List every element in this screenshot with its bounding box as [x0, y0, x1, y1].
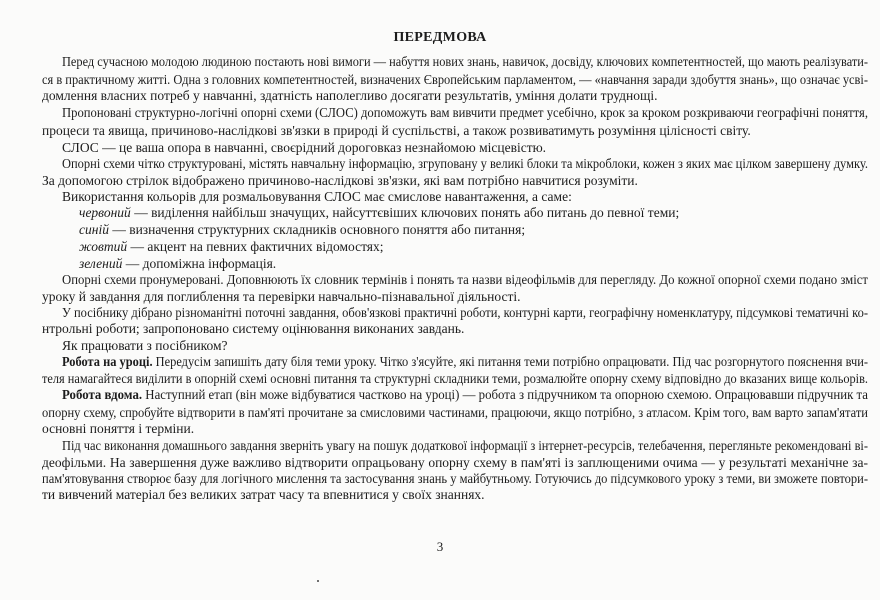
line-text: Наступний етап (він може відбуватися частково на уроці) — робота з підручником та опорною схемою. Опрацювавши підручник та [142, 387, 868, 402]
text-line [42, 486, 868, 503]
line-text: — визначення структурних складників основного поняття або питання; [108, 222, 526, 237]
text-line [42, 404, 868, 421]
line-content [62, 304, 868, 321]
line-text: пам'ятовування створює базу для логічного мислення та застосування знань у майбутньому. Готуючись до підсумкового уроку з теми, ви зможете повтори- [42, 471, 868, 486]
line-content [79, 238, 384, 255]
line-text: Опорні схеми чітко структуровані, містять навчальну інформацію, згруповану у великі блоки та мікроблоки, кожен з яких має цілком завершену думку. [62, 156, 868, 171]
line-text: У посібнику дібрано різноманітні поточні завдання, обов'язкові практичні роботи, контурні карти, географічну номенклатуру, підсумкові тематичні ко- [62, 305, 868, 320]
line-text: — допоміжна інформація. [122, 256, 277, 271]
page-number: 3 [436, 539, 444, 554]
line-text: нтрольні роботи; запропоновано систему оцінювання виконаних завдань. [42, 321, 465, 336]
line-content [42, 172, 638, 189]
line-content [62, 386, 868, 403]
text-line [42, 71, 868, 88]
line-text: основні поняття і терміни. [42, 421, 195, 436]
line-content [42, 470, 868, 487]
text-line [42, 470, 868, 487]
line-content [42, 87, 658, 104]
color-term-italic: зелений [79, 256, 123, 271]
text-line [62, 353, 868, 370]
text-line [79, 238, 868, 255]
text-line [62, 155, 868, 172]
text-line [42, 454, 868, 471]
text-line [62, 271, 868, 288]
line-text: СЛОС — це ваша опора в навчанні, своєрідний дороговказ незнайомою місцевістю. [62, 140, 547, 155]
text-line [62, 304, 868, 321]
text-line [42, 370, 868, 387]
text-line [42, 420, 868, 437]
scan-speck [317, 580, 319, 582]
page-title: ПЕРЕДМОВА [393, 30, 487, 45]
line-text: Використання кольорів для розмальовування СЛОС має смислове навантаження, а саме: [62, 189, 572, 204]
line-content [62, 104, 868, 121]
text-line [42, 122, 868, 139]
line-text: Під час виконання домашнього завдання зверніть увагу на пошук додаткової інформації з інтернет-ресурсів, телебачення, перегляньте рекомендовані ві- [62, 438, 868, 453]
line-content [42, 404, 868, 421]
line-content [62, 53, 868, 70]
line-text: Передусім запишіть дату біля теми уроку. Чітко з'ясуйте, які питання теми потрібно опрацювати. Під час розгорнутого пояснення вчи- [152, 354, 869, 369]
section-lead-bold: Робота на уроці. [62, 354, 153, 369]
text-line [42, 87, 868, 104]
line-content [42, 122, 751, 139]
text-line [42, 320, 868, 337]
color-term-italic: жовтий [79, 239, 128, 254]
line-text: опорну схему, спробуйте відтворити в пам'яті прочитане за смисловими частинами, працюючи, якщо потрібно, з атласом. Крім того, вам варто запам'ятати [42, 405, 868, 420]
line-text: Перед сучасною молодою людиною постають нові вимоги — набуття нових знань, навичок, досвіду, ключових компетентностей, що мають реалізувати- [62, 54, 868, 69]
text-line [79, 204, 868, 221]
section-lead-bold: Робота вдома. [62, 387, 143, 402]
line-text: процеси та явища, причиново-наслідкові зв'язки в природі й суспільстві, а також розвиватимуть розуміння цілісності світу. [42, 123, 751, 138]
line-text: — акцент на певних фактичних відомостях; [127, 239, 384, 254]
line-content [42, 71, 868, 88]
line-content [62, 437, 868, 454]
text-line [62, 104, 868, 121]
text-line [62, 53, 868, 70]
line-content [42, 420, 194, 437]
line-text: ся в практичному житті. Одна з головних компетентностей, визначених Європейським парламентом, — «навчання заради здобуття знань», що означає усві- [42, 71, 868, 87]
line-content [62, 155, 868, 172]
line-text: Як працювати з посібником? [62, 338, 228, 353]
line-content [42, 486, 485, 503]
line-text: Опорні схеми пронумеровані. Доповнюють їх словник термінів і понять та назви відеофільмів для перегляду. До кожної опорної схеми подано зміст [62, 272, 868, 287]
text-line [79, 255, 868, 272]
color-term-italic: синій [79, 222, 109, 237]
line-content [62, 337, 228, 354]
line-content [42, 320, 464, 337]
line-content [79, 221, 525, 238]
line-text: За допомогою стрілок відображено причиново-наслідкові зв'язки, які вам потрібно навчитися розуміти. [42, 173, 638, 188]
line-text: ти вивчений матеріал без великих затрат часу та впевнитися у своїх знаннях. [42, 487, 485, 502]
text-line [42, 172, 868, 189]
text-line [62, 337, 868, 354]
line-content [79, 204, 679, 221]
line-content [62, 188, 572, 205]
line-text: деофільми. На завершення дуже важливо відтворити опрацьовану опорну схему в пам'яті із заплющеними очима — у результаті механічне за- [42, 455, 868, 470]
text-line [62, 139, 868, 156]
text-line [62, 188, 868, 205]
color-term-italic: червоний [79, 205, 131, 220]
line-content [62, 353, 868, 370]
line-text: теля намагайтеся виділити в опорній схемі основні питання та структурні складники теми, розмалюйте опорну схему відповідно до вказаних вище кольорів. [42, 371, 868, 386]
line-content [42, 454, 868, 471]
text-line [79, 221, 868, 238]
line-text: уроку й завдання для поглиблення та перевірки навчально-пізнавальної діяльності. [42, 289, 521, 304]
text-line [42, 288, 868, 305]
line-text: — виділення найбільш значущих, найсуттєвіших ключових понять або питань до певної теми; [130, 205, 680, 220]
text-line [62, 437, 868, 454]
text-line [62, 386, 868, 403]
line-content [79, 255, 276, 272]
line-content [42, 288, 521, 305]
line-text: домлення власних потреб у навчанні, здатність наполегливо досягати результатів, уміння долати труднощі. [42, 88, 658, 103]
line-text: Пропоновані структурно-логічні опорні схеми (СЛОС) допоможуть вам вивчити предмет усебічно, крок за кроком розкриваючи географічні поняття, [62, 105, 868, 120]
line-content [42, 370, 868, 387]
line-content [62, 139, 546, 156]
line-content [62, 271, 868, 288]
